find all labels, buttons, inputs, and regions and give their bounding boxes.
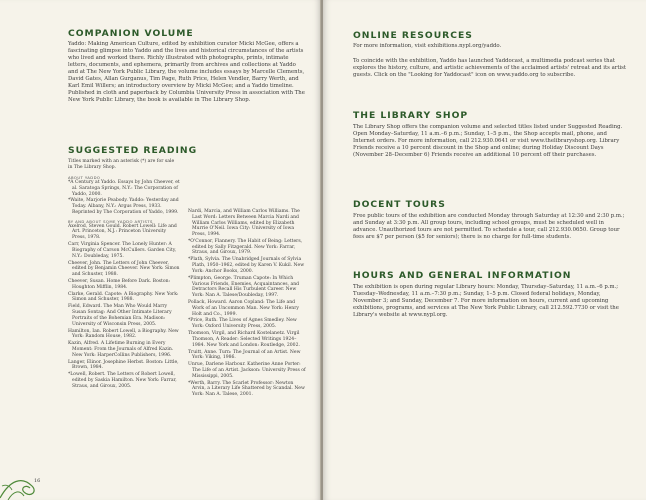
reading-intro: Titles marked with an asterisk (*) are for sale in The Library Shop. (68, 159, 175, 170)
reading-entry: Hamilton, Ian. Robert Lowell, a Biography. New York: Random House, 1982. (68, 328, 179, 340)
reading-entry: *Plath, Sylvia. The Unabridged Journals of Sylvia Plath, 1950–1962, edited by Karen V. Kukil. New York: Anchor Books, 2000. (188, 257, 305, 274)
left-page (0, 0, 321, 500)
artists-list-2 (188, 209, 308, 398)
about-yaddo-list (68, 180, 180, 216)
companion-volume-heading: COMPANION VOLUME (68, 28, 194, 39)
artists-list-1 (68, 224, 180, 390)
reading-entry: *Waite, Marjorie Peabody. Yaddo: Yesterday and Today. Albany, N.Y.: Argus Press, 1933. Reprinted by The Corporation of Yaddo, 1999. (68, 198, 179, 215)
companion-volume-text: Yaddo: Making American Culture, edited by exhibition curator Micki McGee, offers a fascinating glimpse into Yaddo and the lives and historical circumstances of the artists who lived and worked there. Richly illustrated with photographs, prints, intimate letters, documents, and ephemera, primarily from archives and collections at Yaddo and at The New York Public Library, the volume includes essays by Marcelle Clements, David Gates, Allan Gurganus, Tim Page, Ruth Price, Helen Vendler, Barry Werth, and Karl Emil Willers; an introductory overview by Micki McGee; and a Yaddo timeline. Published in cloth and paperback by Columbia University Press in association with The New York Public Library, the book is available in The Library Shop. (68, 41, 305, 104)
reading-entry: Kazin, Alfred. A Lifetime Burning in Every Moment: From the Journals of Alfred Kazin. New York: HarperCollins Publishers, 1996. (68, 341, 174, 358)
hours-text: The exhibition is open during regular Library hours: Monday, Thursday–Saturday, 11 a.m.–6 p.m.; Tuesday–Wednesday, 11 a.m.–7:30 p.m.; Sunday, 1–5 p.m. Closed federal holidays, Monday, November 3; and Sunday, December 7. For more information on hours, current and upcoming exhibitions, programs, and services at The New York Public Library, call 212.592.7730 or visit the Library's website at www.nypl.org. (353, 284, 619, 319)
about-yaddo-label: ABOUT YADDO (68, 175, 101, 180)
reading-entry: Axelrod, Steven Gould. Robert Lowell: Life and Art. Princeton, N.J.: Princeton University Press, 1978. (68, 223, 177, 241)
library-shop-heading: THE LIBRARY SHOP (353, 110, 469, 121)
reading-entry: *O'Connor, Flannery. The Habit of Being: Letters, edited by Sally Fitzgerald. New York: Farrar, Straus, and Giroux, 1979. (188, 238, 303, 256)
reading-entry: Carr, Virginia Spencer. The Lonely Hunter: A Biography of Carson McCullers. Garden City, N.Y.: Doubleday, 1975. (68, 242, 177, 259)
docent-tours-heading: DOCENT TOURS (353, 199, 446, 210)
library-shop-text: The Library Shop offers the companion volume and selected titles listed under Suggested Reading. Open Monday–Saturday, 11 a.m.–6 p.m.; Sunday, 1–5 p.m., the Shop accepts mail, phone, and Internet orders. For more information, call 212.930.0641 or visit www.thelibraryshop.org. Library Friends receive a 10 percent discount in the Shop and online; during Holiday Discount Days (November 28–December 6) Friends receive an additional 10 percent off their purchases. (353, 124, 623, 159)
reading-entry: Clarke, Gerald. Capote: A Biography. New York: Simon and Schuster, 1988. (68, 291, 179, 303)
reading-entry: Cheever, John. The Letters of John Cheever, edited by Benjamin Cheever. New York: Simon and Schuster, 1988. (68, 260, 180, 278)
online-resources-text-1: For more information, visit exhibitions.nypl.org/yaddo. (353, 43, 502, 49)
reading-entry: *Werth, Barry. The Scarlet Professor: Newton Arvin, a Literary Life Shattered by Scandal. New York: Nan A. Talese, 2001. (188, 380, 305, 398)
reading-entry: Unrue, Darlene Harbour. Katherine Anne Porter: The Life of an Artist. Jackson: University Press of Mississippi, 2005. (188, 362, 306, 379)
docent-tours-text: Free public tours of the exhibition are conducted Monday through Saturday at 12:30 and 2:30 p.m.; and Sunday at 3:30 p.m. All group tours, including school groups, must be scheduled well in advance. Unauthorized tours are not permitted. To schedule a tour, call 212.930.0650. Group tour fees are $7 per person ($5 for seniors); there is no charge for full-time students. (353, 213, 625, 241)
reading-entry: Langer, Elinor. Josephine Herbst. Boston: Little, Brown, 1984. (68, 359, 179, 371)
reading-entry: Pollack, Howard. Aaron Copland: The Life and Work of an Uncommon Man. New York: Henry Holt and Co., 1999. (188, 300, 299, 317)
online-resources-heading: ONLINE RESOURCES (353, 30, 473, 41)
reading-entry: *Lowell, Robert. The Letters of Robert Lowell, edited by Saskia Hamilton. New York: Farrar, Straus, and Giroux, 2005. (68, 372, 177, 389)
right-page (323, 0, 646, 500)
reading-entry: Nardi, Marcia, and William Carlos Williams. The Last Word: Letters Between Marcia Nardi and William Carlos Williams, edited by Elizabeth Murrie O'Neil. Iowa City: University of Iowa Press, 1994. (188, 209, 300, 237)
reading-column-2 (188, 209, 308, 399)
reading-entry: Truitt, Anne. Turn: The Journal of an Artist. New York: Viking, 1986. (188, 349, 301, 361)
reading-entry: Cheever, Susan. Home Before Dark. Boston: Houghton Mifflin, 1984. (68, 279, 171, 290)
suggested-reading-heading: SUGGESTED READING (68, 145, 198, 156)
vine-ornament-icon (0, 440, 80, 500)
reading-entry: Field, Edward. The Man Who Would Marry Susan Sontag: And Other Intimate Literary Portraits of the Bohemian Era. Madison: University of Wisconsin Press, 2005. (68, 304, 172, 327)
reading-entry: *Price, Ruth. The Lives of Agnes Smedley. New York: Oxford University Press, 2005. (188, 318, 297, 330)
reading-column-1 (68, 173, 180, 391)
reading-entry: *Plimpton, George. Truman Capote: In Which Various Friends, Enemies, Acquaintances, and Detractors Recall His Turbulent Career. New York: Nan A. Talese/Doubleday, 1997. (188, 275, 300, 299)
hours-heading: HOURS AND GENERAL INFORMATION (353, 270, 572, 281)
online-resources-text-2: To coincide with the exhibition, Yaddo has launched Yaddocast, a multimedia podcast series that explores the history, culture, and artistic achievements of the acclaimed artists' retreat and its artist guests. Click on the "Looking for Yaddocast" icon on www.yaddo.org to subscribe. (353, 58, 627, 79)
reading-entry: Thomson, Virgil, and Richard Kostelanetz. Virgil Thomson, A Reader: Selected Writings 1924–1984. New York and London: Routledge, 2002. (188, 331, 300, 348)
by-and-about-label: BY AND ABOUT SOME YADDO ARTISTS (68, 218, 153, 224)
page-number: 16 (34, 478, 41, 484)
reading-entry: *A Century at Yaddo. Essays by John Cheever, et al. Saratoga Springs, N.Y.: The Corporation of Yaddo, 2000. (68, 180, 180, 197)
